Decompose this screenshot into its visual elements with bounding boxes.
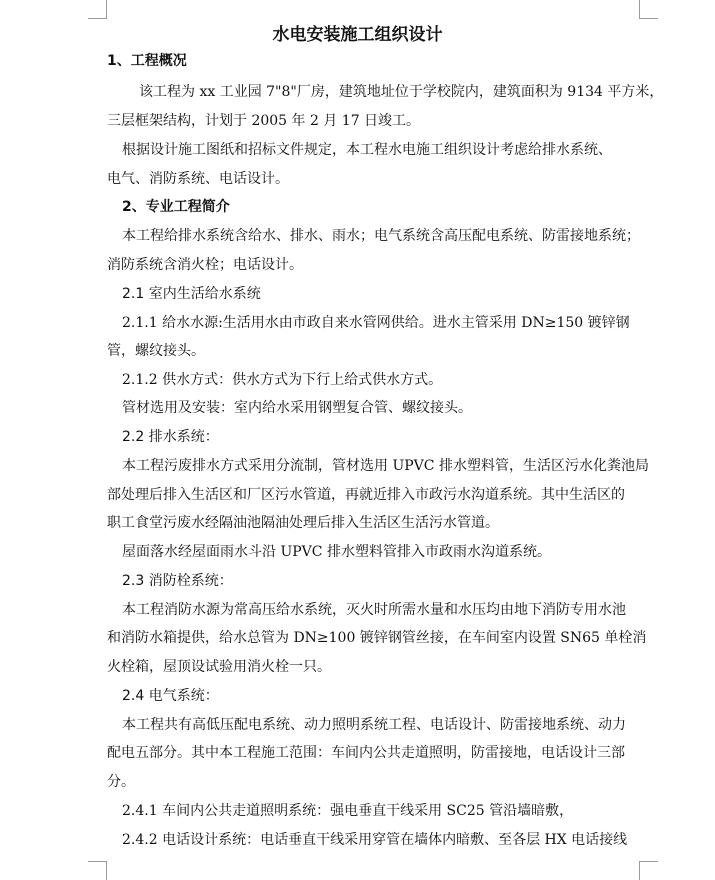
paragraph-line: 职工食堂污废水经隔油池隔油处理后排入生活区生活污水管道。 [107,515,499,531]
section-heading: 2、专业工程简介 [122,199,230,215]
page-corner-mark [639,0,658,19]
paragraph-line: 管材选用及安装：室内给水采用钢塑复合管、螺纹接头。 [122,400,472,416]
section-heading: 1、工程概况 [107,53,187,69]
paragraph-line: 本工程消防水源为常高压给水系统，灭火时所需水量和水压均由地下消防专用水池 [122,602,626,618]
paragraph-line: 2.4.1 车间内公共走道照明系统：强电垂直干线采用 SC25 管沿墙暗敷， [122,803,574,819]
paragraph-line: 本工程给排水系统含给水、排水、雨水；电气系统含高压配电系统、防雷接地系统； [122,228,640,244]
subsection-heading: 2.4 电气系统： [122,688,219,704]
paragraph-line: 部处理后排入生活区和厂区污水管道，再就近排入市政污水沟道系统。其中生活区的 [107,487,625,503]
paragraph-line: 和消防水箱提供，给水总管为 DN≥100 镀锌钢管丝接，在车间室内设置 SN65 单栓消 [107,630,647,646]
paragraph-line: 屋面落水经屋面雨水斗沿 UPVC 排水塑料管排入市政雨水沟道系统。 [122,544,551,560]
page-corner-mark [88,0,107,19]
page-corner-mark [88,861,107,880]
paragraph-line: 消防系统含消火栓；电话设计。 [107,257,303,273]
paragraph-line: 分。 [107,774,135,790]
subsection-heading: 2.1 室内生活给水系统 [122,286,261,302]
page-corner-mark [639,861,658,880]
paragraph-line: 本工程共有高低压配电系统、动力照明系统工程、电话设计、防雷接地系统、动力 [122,717,626,733]
subsection-heading: 2.3 消防栓系统： [122,573,233,589]
paragraph-line: 2.1.2 供水方式：供水方式为下行上给式供水方式。 [122,372,443,388]
paragraph-line: 2.4.2 电话设计系统：电话垂直干线采用穿管在墙体内暗敷、至各层 HX 电话接线 [122,832,628,848]
document-title: 水电安装施工组织设计 [272,25,443,45]
paragraph-line: 该工程为 xx 工业园 7"8"厂房，建筑地址位于学校院内，建筑面积为 9134 平方米， [139,84,664,100]
paragraph-line: 三层框架结构，计划于 2005 年 2 月 17 日竣工。 [107,113,421,129]
paragraph-line: 电气、消防系统、电话设计。 [107,171,289,187]
paragraph-line: 根据设计施工图纸和招标文件规定，本工程水电施工组织设计考虑给排水系统、 [122,142,612,158]
subsection-heading: 2.2 排水系统： [122,429,219,445]
paragraph-line: 管，螺纹接头。 [107,343,205,359]
paragraph-line: 火栓箱，屋顶设试验用消火栓一只。 [107,659,331,675]
paragraph-line: 本工程污废排水方式采用分流制，管材选用 UPVC 排水塑料管，生活区污水化粪池局 [122,458,649,474]
paragraph-line: 2.1.1 给水水源:生活用水由市政自来水管网供给。进水主管采用 DN≥150 镀锌钢 [122,315,630,331]
paragraph-line: 配电五部分。其中本工程施工范围：车间内公共走道照明，防雷接地，电话设计三部 [107,745,625,761]
